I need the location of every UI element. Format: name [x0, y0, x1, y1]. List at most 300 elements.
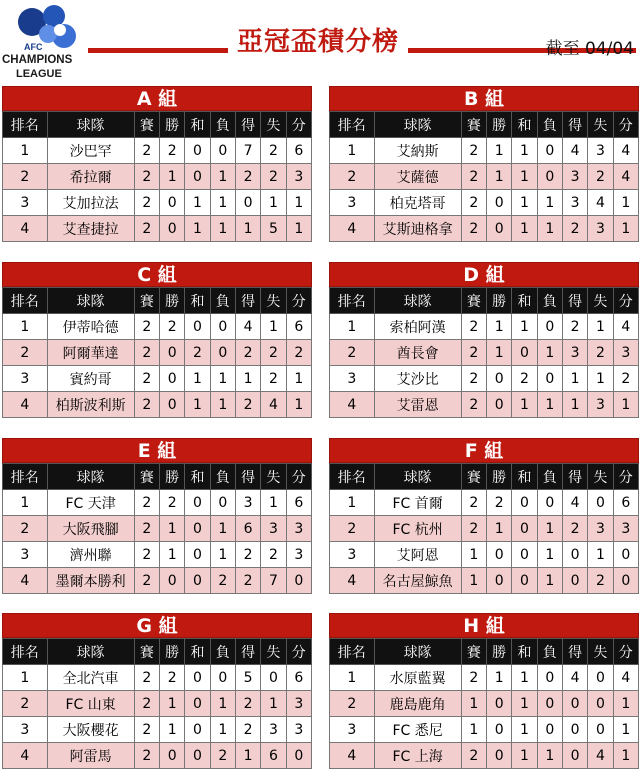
stat-cell: 6 — [286, 138, 311, 164]
stat-cell: 1 — [210, 717, 235, 743]
table-row — [3, 340, 312, 366]
stat-cell: 1 — [210, 392, 235, 418]
stat-cell: 0 — [537, 366, 562, 392]
team-cell: FC 首爾 — [374, 490, 461, 516]
column-header: 排名 — [330, 639, 375, 665]
table-row — [330, 164, 639, 190]
column-header: 得 — [562, 112, 587, 138]
stat-cell: 2 — [286, 340, 311, 366]
stat-cell: 1 — [210, 164, 235, 190]
stat-cell: 3 — [562, 190, 587, 216]
stat-cell: 2 — [562, 216, 587, 242]
rank-cell: 4 — [3, 568, 48, 594]
stat-cell: 1 — [588, 542, 613, 568]
stat-cell: 2 — [461, 743, 486, 769]
group-title: C 組 — [2, 262, 312, 287]
stat-cell: 1 — [512, 717, 537, 743]
table-header-row — [3, 464, 312, 490]
stat-cell: 4 — [562, 490, 587, 516]
stat-cell: 2 — [461, 216, 486, 242]
stat-cell: 1 — [487, 340, 512, 366]
stat-cell: 2 — [512, 366, 537, 392]
stat-cell: 1 — [487, 314, 512, 340]
stat-cell: 1 — [160, 691, 185, 717]
rank-cell: 3 — [3, 190, 48, 216]
stat-cell: 0 — [537, 691, 562, 717]
rank-cell: 1 — [3, 665, 48, 691]
team-cell: 索柏阿漢 — [374, 314, 461, 340]
stat-cell: 2 — [261, 340, 286, 366]
stat-cell: 2 — [134, 392, 159, 418]
team-cell: 阿爾華達 — [47, 340, 134, 366]
stat-cell: 1 — [537, 568, 562, 594]
stat-cell: 0 — [588, 665, 613, 691]
column-header: 負 — [210, 464, 235, 490]
table-row — [3, 717, 312, 743]
standings-table — [2, 463, 312, 594]
stat-cell: 3 — [286, 164, 311, 190]
stat-cell: 3 — [613, 340, 638, 366]
column-header: 賽 — [461, 639, 486, 665]
stat-cell: 2 — [160, 490, 185, 516]
stat-cell: 0 — [210, 138, 235, 164]
stat-cell: 1 — [537, 216, 562, 242]
stat-cell: 2 — [210, 568, 235, 594]
stat-cell: 2 — [235, 340, 260, 366]
column-header: 排名 — [3, 464, 48, 490]
rank-cell: 2 — [330, 691, 375, 717]
rank-cell: 2 — [3, 516, 48, 542]
stat-cell: 0 — [512, 340, 537, 366]
stat-cell: 2 — [134, 743, 159, 769]
stat-cell: 1 — [210, 542, 235, 568]
column-header: 得 — [235, 464, 260, 490]
afc-champions-league-logo — [2, 2, 86, 84]
stat-cell: 1 — [286, 216, 311, 242]
column-header: 和 — [512, 288, 537, 314]
column-header: 賽 — [461, 464, 486, 490]
stat-cell: 1 — [512, 164, 537, 190]
stat-cell: 1 — [235, 366, 260, 392]
stat-cell: 2 — [461, 314, 486, 340]
stat-cell: 1 — [537, 340, 562, 366]
column-header: 失 — [261, 464, 286, 490]
stat-cell: 2 — [588, 164, 613, 190]
stat-cell: 1 — [613, 743, 638, 769]
stat-cell: 0 — [487, 691, 512, 717]
stat-cell: 2 — [461, 164, 486, 190]
team-cell: 大阪櫻花 — [47, 717, 134, 743]
stat-cell: 2 — [562, 516, 587, 542]
rank-cell: 4 — [330, 568, 375, 594]
stat-cell: 1 — [286, 392, 311, 418]
stat-cell: 1 — [537, 542, 562, 568]
column-header: 排名 — [3, 288, 48, 314]
column-header: 負 — [537, 288, 562, 314]
stat-cell: 2 — [588, 568, 613, 594]
stat-cell: 0 — [210, 340, 235, 366]
stat-cell: 1 — [537, 190, 562, 216]
stat-cell: 2 — [160, 314, 185, 340]
team-cell: 全北汽車 — [47, 665, 134, 691]
column-header: 勝 — [160, 288, 185, 314]
stat-cell: 2 — [487, 490, 512, 516]
column-header: 和 — [512, 464, 537, 490]
stat-cell: 1 — [185, 366, 210, 392]
table-row — [330, 366, 639, 392]
stat-cell: 1 — [512, 665, 537, 691]
team-cell: 艾沙比 — [374, 366, 461, 392]
table-row — [3, 542, 312, 568]
column-header: 失 — [588, 288, 613, 314]
stat-cell: 3 — [562, 164, 587, 190]
column-header: 勝 — [160, 639, 185, 665]
stat-cell: 0 — [613, 568, 638, 594]
stat-cell: 0 — [286, 568, 311, 594]
rank-cell: 1 — [3, 490, 48, 516]
table-row — [330, 665, 639, 691]
stat-cell: 0 — [512, 568, 537, 594]
rank-cell: 1 — [3, 138, 48, 164]
stat-cell: 0 — [185, 665, 210, 691]
stat-cell: 1 — [562, 392, 587, 418]
rank-cell: 3 — [330, 366, 375, 392]
column-header: 負 — [537, 112, 562, 138]
team-cell: 艾查捷拉 — [47, 216, 134, 242]
stat-cell: 0 — [487, 568, 512, 594]
standings-table — [2, 638, 312, 769]
stat-cell: 0 — [487, 366, 512, 392]
stat-cell: 1 — [210, 190, 235, 216]
stat-cell: 0 — [185, 743, 210, 769]
stat-cell: 1 — [461, 717, 486, 743]
stat-cell: 1 — [613, 190, 638, 216]
column-header: 排名 — [3, 112, 48, 138]
stat-cell: 3 — [588, 138, 613, 164]
column-header: 勝 — [487, 112, 512, 138]
rank-cell: 1 — [330, 490, 375, 516]
table-row — [3, 516, 312, 542]
column-header: 球隊 — [47, 288, 134, 314]
column-header: 分 — [286, 112, 311, 138]
stat-cell: 0 — [588, 490, 613, 516]
table-row — [3, 490, 312, 516]
table-row — [330, 516, 639, 542]
stat-cell: 0 — [185, 717, 210, 743]
table-row — [330, 216, 639, 242]
standings-table — [329, 287, 639, 418]
table-row — [3, 366, 312, 392]
column-header: 球隊 — [374, 112, 461, 138]
group-table — [329, 613, 639, 777]
stat-cell: 0 — [185, 691, 210, 717]
rank-cell: 3 — [3, 717, 48, 743]
rank-cell: 4 — [3, 216, 48, 242]
stat-cell: 2 — [134, 190, 159, 216]
team-cell: 柏克塔哥 — [374, 190, 461, 216]
team-cell: 艾雷恩 — [374, 392, 461, 418]
column-header: 負 — [537, 464, 562, 490]
column-header: 得 — [562, 464, 587, 490]
table-row — [330, 490, 639, 516]
team-cell: 伊蒂哈德 — [47, 314, 134, 340]
stat-cell: 2 — [235, 392, 260, 418]
stat-cell: 0 — [185, 490, 210, 516]
stat-cell: 2 — [461, 392, 486, 418]
table-row — [330, 743, 639, 769]
table-row — [330, 190, 639, 216]
column-header: 得 — [562, 639, 587, 665]
column-header: 得 — [235, 112, 260, 138]
column-header: 分 — [286, 288, 311, 314]
column-header: 失 — [588, 639, 613, 665]
stat-cell: 1 — [512, 392, 537, 418]
column-header: 排名 — [330, 112, 375, 138]
column-header: 勝 — [487, 464, 512, 490]
stat-cell: 7 — [235, 138, 260, 164]
rank-cell: 3 — [330, 542, 375, 568]
team-cell: 艾斯迪格拿 — [374, 216, 461, 242]
standings-table — [329, 638, 639, 769]
team-cell: 水原藍翼 — [374, 665, 461, 691]
stat-cell: 2 — [134, 568, 159, 594]
stat-cell: 0 — [512, 542, 537, 568]
stat-cell: 2 — [235, 568, 260, 594]
logo-champions-text: CHAMPIONS — [2, 54, 73, 66]
stat-cell: 1 — [613, 717, 638, 743]
column-header: 勝 — [160, 464, 185, 490]
stat-cell: 1 — [185, 392, 210, 418]
stat-cell: 2 — [461, 665, 486, 691]
stat-cell: 0 — [537, 490, 562, 516]
table-row — [330, 717, 639, 743]
rank-cell: 3 — [330, 717, 375, 743]
stat-cell: 0 — [185, 138, 210, 164]
column-header: 負 — [210, 288, 235, 314]
stat-cell: 1 — [210, 216, 235, 242]
stat-cell: 1 — [613, 691, 638, 717]
column-header: 排名 — [330, 288, 375, 314]
stat-cell: 0 — [537, 717, 562, 743]
stat-cell: 1 — [235, 216, 260, 242]
stat-cell: 1 — [461, 691, 486, 717]
stat-cell: 0 — [160, 392, 185, 418]
table-header-row — [330, 464, 639, 490]
standings-table — [329, 111, 639, 242]
column-header: 賽 — [461, 288, 486, 314]
stat-cell: 1 — [512, 190, 537, 216]
team-cell: 賓約哥 — [47, 366, 134, 392]
table-row — [3, 314, 312, 340]
stat-cell: 0 — [537, 164, 562, 190]
stat-cell: 0 — [562, 568, 587, 594]
table-row — [3, 392, 312, 418]
rank-cell: 1 — [330, 138, 375, 164]
stat-cell: 2 — [461, 490, 486, 516]
stat-cell: 4 — [613, 314, 638, 340]
stat-cell: 0 — [185, 516, 210, 542]
column-header: 賽 — [461, 112, 486, 138]
column-header: 勝 — [487, 639, 512, 665]
stat-cell: 2 — [235, 164, 260, 190]
stat-cell: 0 — [210, 314, 235, 340]
page-title: 亞冠盃積分榜 — [228, 20, 408, 64]
team-cell: 希拉爾 — [47, 164, 134, 190]
table-row — [330, 138, 639, 164]
stat-cell: 1 — [562, 366, 587, 392]
column-header: 賽 — [134, 288, 159, 314]
column-header: 和 — [185, 639, 210, 665]
stat-cell: 1 — [537, 516, 562, 542]
team-cell: 柏斯波利斯 — [47, 392, 134, 418]
column-header: 和 — [185, 464, 210, 490]
stat-cell: 0 — [537, 314, 562, 340]
stat-cell: 0 — [487, 392, 512, 418]
stat-cell: 6 — [235, 516, 260, 542]
team-cell: FC 天津 — [47, 490, 134, 516]
table-row — [330, 314, 639, 340]
stat-cell: 2 — [134, 717, 159, 743]
team-cell: 艾納斯 — [374, 138, 461, 164]
stat-cell: 1 — [613, 392, 638, 418]
column-header: 和 — [185, 288, 210, 314]
table-header-row — [3, 112, 312, 138]
team-cell: 酋長會 — [374, 340, 461, 366]
rank-cell: 4 — [330, 216, 375, 242]
stat-cell: 3 — [562, 340, 587, 366]
group-table — [2, 86, 312, 250]
logo-afc-text: AFC — [24, 42, 43, 52]
table-row — [3, 216, 312, 242]
stat-cell: 1 — [487, 164, 512, 190]
stat-cell: 3 — [261, 516, 286, 542]
stat-cell: 0 — [160, 366, 185, 392]
stat-cell: 1 — [613, 216, 638, 242]
date-label: 截至 04/04 — [545, 39, 634, 59]
stat-cell: 4 — [588, 743, 613, 769]
stat-cell: 2 — [134, 366, 159, 392]
stat-cell: 0 — [613, 542, 638, 568]
stat-cell: 1 — [210, 366, 235, 392]
stat-cell: 6 — [286, 314, 311, 340]
stat-cell: 2 — [134, 691, 159, 717]
group-table — [2, 262, 312, 426]
stat-cell: 0 — [185, 314, 210, 340]
logo-league-text: LEAGUE — [16, 68, 62, 80]
table-header-row — [330, 112, 639, 138]
stat-cell: 0 — [562, 691, 587, 717]
stat-cell: 2 — [134, 314, 159, 340]
group-table — [2, 438, 312, 602]
table-header-row — [330, 288, 639, 314]
table-row — [3, 164, 312, 190]
stat-cell: 1 — [512, 216, 537, 242]
stat-cell: 1 — [261, 190, 286, 216]
stat-cell: 2 — [160, 665, 185, 691]
table-row — [3, 568, 312, 594]
stat-cell: 4 — [613, 164, 638, 190]
stat-cell: 4 — [235, 314, 260, 340]
column-header: 分 — [286, 464, 311, 490]
stat-cell: 2 — [134, 138, 159, 164]
table-row — [3, 691, 312, 717]
column-header: 分 — [613, 288, 638, 314]
stat-cell: 1 — [185, 216, 210, 242]
group-table — [329, 438, 639, 602]
column-header: 分 — [613, 639, 638, 665]
table-header-row — [330, 639, 639, 665]
stat-cell: 0 — [261, 665, 286, 691]
stat-cell: 3 — [235, 490, 260, 516]
stat-cell: 1 — [512, 138, 537, 164]
column-header: 失 — [588, 464, 613, 490]
rank-cell: 1 — [330, 314, 375, 340]
group-title: A 組 — [2, 86, 312, 111]
stat-cell: 0 — [286, 743, 311, 769]
column-header: 球隊 — [47, 464, 134, 490]
group-title: E 組 — [2, 438, 312, 463]
stat-cell: 1 — [185, 190, 210, 216]
table-row — [330, 568, 639, 594]
team-cell: 艾阿恩 — [374, 542, 461, 568]
rank-cell: 4 — [330, 392, 375, 418]
stat-cell: 2 — [613, 366, 638, 392]
table-row — [3, 190, 312, 216]
column-header: 得 — [235, 639, 260, 665]
stat-cell: 1 — [210, 516, 235, 542]
stat-cell: 2 — [210, 743, 235, 769]
stat-cell: 1 — [286, 366, 311, 392]
table-row — [3, 665, 312, 691]
column-header: 分 — [613, 112, 638, 138]
stat-cell: 2 — [134, 490, 159, 516]
column-header: 和 — [512, 639, 537, 665]
column-header: 負 — [537, 639, 562, 665]
column-header: 分 — [613, 464, 638, 490]
page-header — [0, 0, 640, 84]
stat-cell: 2 — [134, 542, 159, 568]
stat-cell: 1 — [461, 542, 486, 568]
column-header: 勝 — [487, 288, 512, 314]
stat-cell: 6 — [613, 490, 638, 516]
stat-cell: 6 — [261, 743, 286, 769]
group-title: B 組 — [329, 86, 639, 111]
stat-cell: 1 — [461, 568, 486, 594]
stat-cell: 2 — [261, 542, 286, 568]
team-cell: FC 杭州 — [374, 516, 461, 542]
stat-cell: 4 — [261, 392, 286, 418]
column-header: 勝 — [160, 112, 185, 138]
stat-cell: 0 — [537, 138, 562, 164]
rank-cell: 2 — [3, 340, 48, 366]
stat-cell: 2 — [160, 138, 185, 164]
stat-cell: 0 — [562, 542, 587, 568]
stat-cell: 3 — [286, 691, 311, 717]
stat-cell: 4 — [562, 665, 587, 691]
standings-table — [2, 287, 312, 418]
stat-cell: 0 — [562, 717, 587, 743]
stat-cell: 0 — [562, 743, 587, 769]
stat-cell: 1 — [588, 314, 613, 340]
stat-cell: 4 — [613, 665, 638, 691]
team-cell: 墨爾本勝利 — [47, 568, 134, 594]
stat-cell: 0 — [487, 216, 512, 242]
stat-cell: 1 — [261, 691, 286, 717]
rank-cell: 4 — [330, 743, 375, 769]
stat-cell: 1 — [487, 138, 512, 164]
column-header: 失 — [261, 112, 286, 138]
column-header: 排名 — [3, 639, 48, 665]
